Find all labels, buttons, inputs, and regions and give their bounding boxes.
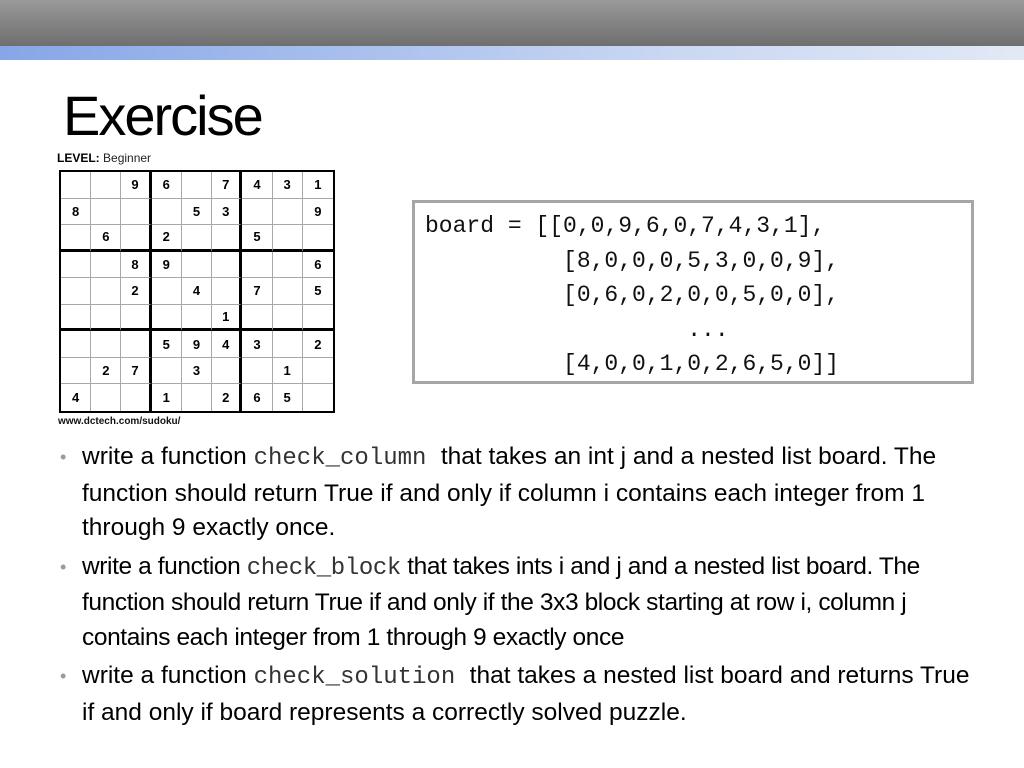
code-line: [8,0,0,0,5,3,0,0,9], bbox=[425, 247, 840, 274]
sudoku-level bbox=[57, 151, 151, 165]
sudoku-cell: 8 bbox=[61, 199, 91, 226]
function-name: check_column bbox=[253, 445, 441, 472]
bullet-icon: • bbox=[60, 666, 67, 686]
sudoku-cell: 5 bbox=[242, 225, 272, 252]
sudoku-cell: 4 bbox=[242, 172, 272, 199]
code-box bbox=[412, 200, 974, 384]
sudoku-cell: 9 bbox=[152, 252, 182, 279]
slide-title: Exercise bbox=[63, 84, 262, 147]
sudoku-cell bbox=[61, 305, 91, 332]
sudoku-cell bbox=[61, 225, 91, 252]
sudoku-cell bbox=[303, 225, 333, 252]
exercise-item bbox=[60, 440, 980, 546]
sudoku-cell: 4 bbox=[212, 331, 242, 358]
sudoku-cell bbox=[121, 225, 151, 252]
sudoku-cell bbox=[212, 225, 242, 252]
sudoku-cell: 3 bbox=[182, 358, 212, 385]
sudoku-cell bbox=[61, 358, 91, 385]
sudoku-cell: 7 bbox=[212, 172, 242, 199]
sudoku-cell bbox=[121, 331, 151, 358]
sudoku-cell: 2 bbox=[212, 384, 242, 411]
sudoku-cell: 1 bbox=[152, 384, 182, 411]
source-credit: www.dctech.com/sudoku/ bbox=[58, 416, 181, 427]
sudoku-cell bbox=[303, 358, 333, 385]
sudoku-cell: 2 bbox=[121, 278, 151, 305]
sudoku-cell bbox=[91, 384, 121, 411]
sudoku-cell bbox=[61, 172, 91, 199]
sudoku-cell: 5 bbox=[182, 199, 212, 226]
level-label: LEVEL: bbox=[57, 151, 100, 165]
sudoku-cell bbox=[212, 278, 242, 305]
code-line: ... bbox=[425, 316, 729, 343]
sudoku-cell bbox=[152, 278, 182, 305]
sudoku-cell: 2 bbox=[303, 331, 333, 358]
sudoku-cell bbox=[152, 305, 182, 332]
item-text-prefix: write a function bbox=[82, 552, 247, 580]
sudoku-cell bbox=[182, 305, 212, 332]
item-text-prefix: write a function bbox=[82, 443, 254, 470]
sudoku-cell bbox=[182, 172, 212, 199]
sudoku-cell bbox=[91, 172, 121, 199]
sudoku-cell: 3 bbox=[242, 331, 272, 358]
sudoku-cell bbox=[273, 225, 303, 252]
sudoku-cell bbox=[242, 252, 272, 279]
code-line: [0,6,0,2,0,0,5,0,0], bbox=[425, 282, 840, 308]
sudoku-cell bbox=[91, 305, 121, 332]
item-text-prefix: write a function bbox=[82, 662, 254, 689]
item-text-suffix: that takes an int j and a nested list board. The function should return True if and only if column i contains each integer from 1 through 9 exactly once. bbox=[82, 443, 937, 541]
exercise-item bbox=[60, 550, 980, 656]
sudoku-cell bbox=[242, 199, 272, 226]
sudoku-cell bbox=[273, 199, 303, 226]
sudoku-cell bbox=[303, 305, 333, 332]
sudoku-cell bbox=[91, 278, 121, 305]
sudoku-cell: 2 bbox=[91, 358, 121, 385]
sudoku-cell: 9 bbox=[182, 331, 212, 358]
function-name: check_solution bbox=[253, 664, 470, 691]
exercise-list bbox=[60, 440, 980, 734]
bullet-icon: • bbox=[60, 447, 67, 467]
sudoku-cell: 6 bbox=[91, 225, 121, 252]
sudoku-grid bbox=[59, 170, 335, 413]
sudoku-cell bbox=[152, 199, 182, 226]
sudoku-cell: 4 bbox=[61, 384, 91, 411]
bullet-icon: • bbox=[60, 556, 66, 577]
sudoku-cell: 5 bbox=[273, 384, 303, 411]
sudoku-cell: 2 bbox=[152, 225, 182, 252]
exercise-item bbox=[60, 659, 980, 730]
level-value: Beginner bbox=[103, 151, 152, 165]
sudoku-cell: 7 bbox=[121, 358, 151, 385]
sudoku-cell bbox=[121, 384, 151, 411]
sudoku-cell: 6 bbox=[152, 172, 182, 199]
sudoku-cell bbox=[91, 331, 121, 358]
sudoku-cell: 1 bbox=[273, 358, 303, 385]
code-line: board = [[0,0,9,6,0,7,4,3,1], bbox=[425, 213, 826, 239]
sudoku-cell bbox=[182, 384, 212, 411]
sudoku-cell bbox=[242, 358, 272, 385]
sudoku-cell: 5 bbox=[303, 278, 333, 305]
sudoku-cell bbox=[121, 199, 151, 226]
sudoku-cell bbox=[61, 252, 91, 279]
board-code bbox=[425, 209, 839, 382]
sudoku-cell: 1 bbox=[303, 172, 333, 199]
sudoku-cell bbox=[182, 225, 212, 252]
sudoku-cell bbox=[182, 252, 212, 279]
slide-header-accent bbox=[0, 46, 1024, 60]
sudoku-cell bbox=[273, 305, 303, 332]
sudoku-cell bbox=[303, 384, 333, 411]
function-name: check_block bbox=[246, 554, 401, 582]
sudoku-cell bbox=[91, 252, 121, 279]
sudoku-cell bbox=[212, 358, 242, 385]
sudoku-cell bbox=[61, 331, 91, 358]
sudoku-cell: 9 bbox=[121, 172, 151, 199]
sudoku-cell: 5 bbox=[152, 331, 182, 358]
sudoku-cell: 3 bbox=[212, 199, 242, 226]
code-line: [4,0,0,1,0,2,6,5,0]] bbox=[425, 351, 840, 377]
item-text-suffix: that takes a nested list board and returns True if and only if board represents a correctly solved puzzle. bbox=[82, 662, 970, 726]
sudoku-cell bbox=[273, 278, 303, 305]
sudoku-cell bbox=[212, 252, 242, 279]
sudoku-cell: 4 bbox=[182, 278, 212, 305]
sudoku-cell bbox=[121, 305, 151, 332]
sudoku-cell: 7 bbox=[242, 278, 272, 305]
sudoku-cell bbox=[61, 278, 91, 305]
sudoku-cell: 9 bbox=[303, 199, 333, 226]
sudoku-cell bbox=[273, 252, 303, 279]
sudoku-cell bbox=[242, 305, 272, 332]
sudoku-cell: 6 bbox=[242, 384, 272, 411]
item-text-suffix: that takes ints i and j and a nested list board. The function should return True if and only if the 3x3 block starting at row i, column j contains each integer from 1 through 9 exactly once bbox=[82, 552, 920, 651]
sudoku-cell bbox=[91, 199, 121, 226]
sudoku-cell: 3 bbox=[273, 172, 303, 199]
sudoku-cell bbox=[273, 331, 303, 358]
slide-header-bar bbox=[0, 0, 1024, 46]
sudoku-cell: 6 bbox=[303, 252, 333, 279]
sudoku-cell: 8 bbox=[121, 252, 151, 279]
sudoku-cell: 1 bbox=[212, 305, 242, 332]
sudoku-cell bbox=[152, 358, 182, 385]
